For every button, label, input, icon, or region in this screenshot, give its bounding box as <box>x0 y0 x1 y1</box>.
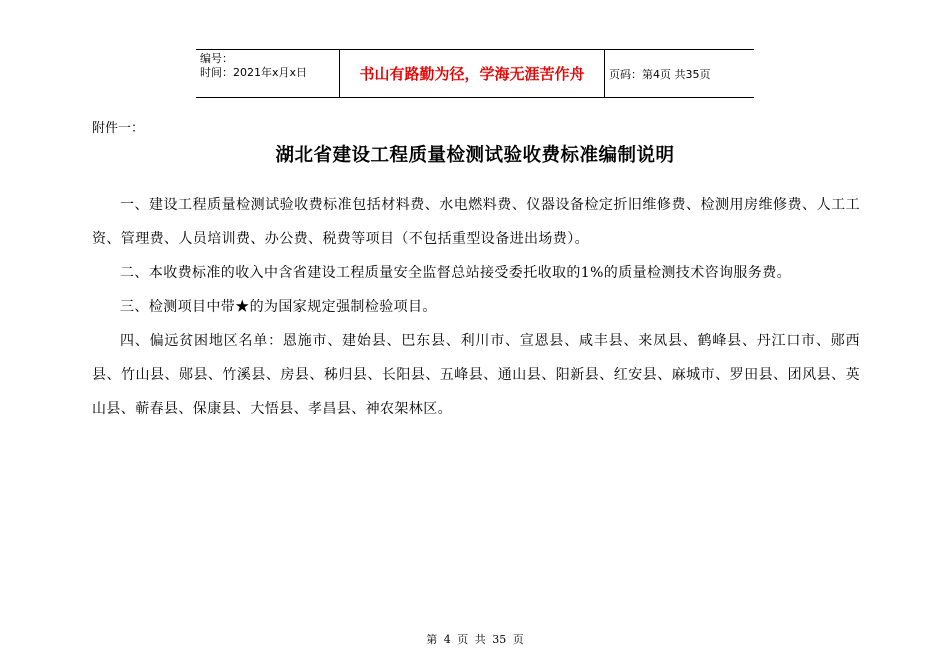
header-motto: 书山有路勤为径，学海无涯苦作舟 <box>339 50 605 97</box>
paragraph: 二、本收费标准的收入中含省建设工程质量安全监督总站接受委托收取的1%的质量检测技术咨询服务费。 <box>120 265 792 281</box>
header-meta <box>196 50 339 97</box>
paragraph: 四、偏远贫困地区名单：恩施市、建始县、巴东县、利川市、宣恩县、咸丰县、来凤县、鹤峰县、丹江口市、郧西县、竹山县、郧县、竹溪县、房县、秭归县、长阳县、五峰县、通山县、阳新县、红安县、麻城市、罗田县、团风县、英山县、蕲春县、保康县、大悟县、孝昌县、神农架林区。 <box>92 333 860 417</box>
paragraph: 一、建设工程质量检测试验收费标准包括材料费、水电燃料费、仪器设备检定折旧维修费、检测用房维修费、人工工资、管理费、人员培训费、办公费、税费等项目（不包括重型设备进出场费）。 <box>92 197 860 247</box>
page-footer: 第 4 页 共 35 页 <box>426 633 524 646</box>
header-page-number: 页码：第4页 共35页 <box>609 67 711 81</box>
paragraph: 三、检测项目中带★的为国家规定强制检验项目。 <box>120 299 437 315</box>
document-body <box>92 188 860 426</box>
document-number-label: 编号： <box>200 52 233 65</box>
document-title: 湖北省建设工程质量检测试验收费标准编制说明 <box>275 145 675 166</box>
document-time: 时间：2021年x月x日 <box>200 66 308 79</box>
page-header <box>196 49 754 98</box>
attachment-label: 附件一： <box>92 121 145 136</box>
